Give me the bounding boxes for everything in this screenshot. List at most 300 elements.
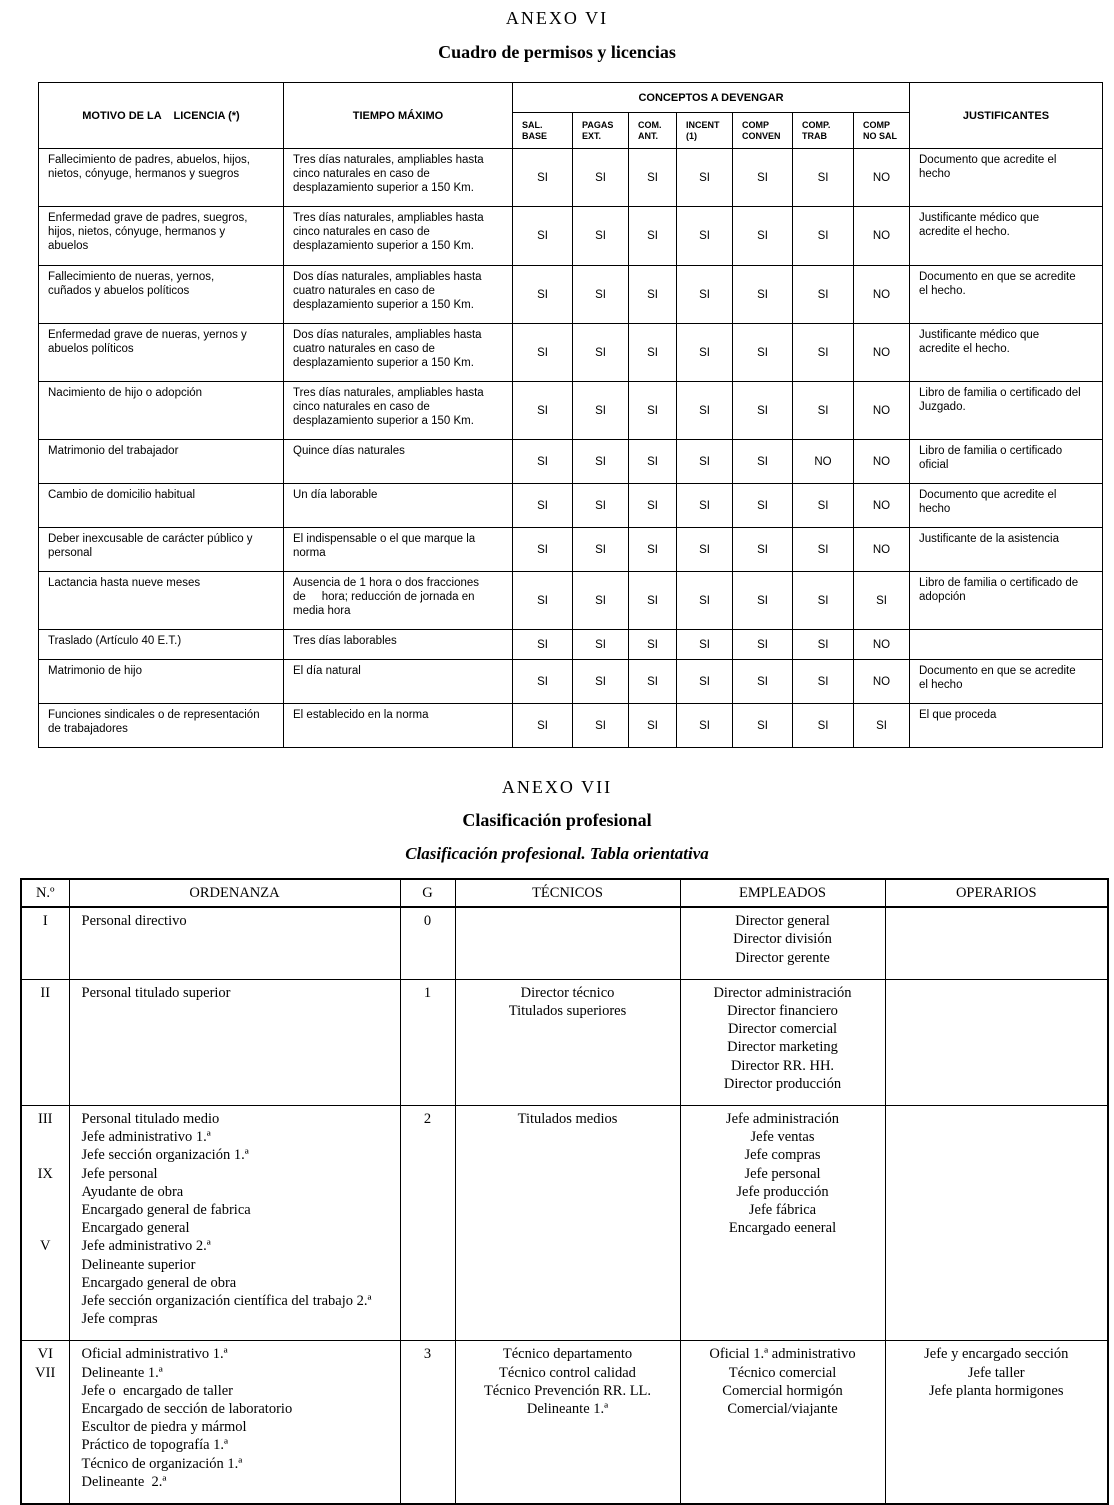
ordenanza-line: Encargado general: [81, 1220, 190, 1237]
operarios-line: Jefe y encargado sección: [924, 1346, 1069, 1363]
clasificacion-row: [21, 1106, 1108, 1341]
concepto-value: SI: [793, 207, 854, 266]
ordenanza-line: Jefe sección organización científica del trabajo 2.ª: [81, 1293, 372, 1310]
clasificacion-row: [21, 979, 1108, 1105]
motivo-line: Nacimiento de hijo o adopción: [48, 387, 203, 399]
tecnicos-line: Titulados superiores: [508, 1003, 627, 1020]
permiso-row: [39, 704, 1103, 748]
motivo-line: nietos, cónyuge, hermanos y suegros: [48, 168, 240, 180]
motivo-cell: [39, 630, 284, 660]
justificante-line: Justificante médico que: [919, 212, 1040, 224]
empleados-line: Jefe compras: [744, 1147, 821, 1164]
grupo-cell: 3: [400, 1341, 455, 1504]
concepto-value: SI: [677, 382, 733, 440]
nivel-cell: [21, 1341, 69, 1504]
concepto-value: SI: [733, 484, 793, 528]
justificante-line: Juzgado.: [919, 401, 966, 413]
tiempo-line: cinco naturales en caso de: [293, 226, 430, 238]
justificante-cell: [910, 484, 1103, 528]
permiso-row: [39, 630, 1103, 660]
anexo-vi-heading: ANEXO VI: [505, 8, 609, 28]
nivel-line: [28, 1146, 63, 1164]
nivel-line: II: [40, 984, 51, 1001]
clasificacion-table: [20, 878, 1109, 1505]
tiempo-cell: [284, 440, 513, 484]
concept-subheader-line: CONVEN: [742, 130, 781, 141]
ordenanza-line: Delineante 2.ª: [81, 1473, 167, 1490]
empleados-cell: [680, 1106, 885, 1341]
tiempo-line: Tres días naturales, ampliables hasta: [293, 387, 484, 399]
tiempo-line: cinco naturales en caso de: [293, 168, 430, 180]
tiempo-cell: [284, 704, 513, 748]
tiempo-cell: [284, 630, 513, 660]
motivo-cell: [39, 704, 284, 748]
concepto-value: SI: [677, 149, 733, 207]
justificante-line: acredite el hecho.: [919, 343, 1010, 355]
justificante-cell: [910, 572, 1103, 630]
concepto-value: SI: [629, 572, 677, 630]
anexo-vii-subtitle: Clasificación profesional. Tabla orientativa: [405, 844, 709, 863]
justificante-line: [919, 634, 1093, 648]
concepto-value: SI: [513, 630, 573, 660]
clasificacion-header: N.º: [21, 879, 69, 907]
concepto-value: SI: [793, 484, 854, 528]
motivo-cell: [39, 440, 284, 484]
motivo-line: abuelos: [48, 240, 89, 252]
nivel-line: VI: [37, 1346, 53, 1363]
motivo-line: Enfermedad grave de padres, suegros,: [48, 212, 248, 224]
ordenanza-line: Personal titulado medio: [81, 1111, 220, 1128]
tiempo-cell: [284, 266, 513, 324]
justificante-line: el hecho.: [919, 285, 966, 297]
clasificacion-row: [21, 1341, 1108, 1504]
concepto-value: SI: [677, 572, 733, 630]
empleados-line: Director general: [735, 913, 830, 930]
empleados-line: Director comercial: [727, 1021, 838, 1038]
nivel-line: III: [38, 1111, 53, 1128]
nivel-line: V: [40, 1238, 51, 1255]
concepto-value: SI: [677, 266, 733, 324]
operarios-line: Jefe taller: [967, 1364, 1025, 1381]
ordenanza-line: Jefe o encargado de taller: [81, 1382, 233, 1399]
permiso-row: [39, 528, 1103, 572]
concepto-value: SI: [629, 440, 677, 484]
concepto-value: SI: [629, 382, 677, 440]
tiempo-cell: [284, 572, 513, 630]
empleados-line: Jefe producción: [736, 1183, 829, 1200]
justificante-line: Documento que acredite el: [919, 154, 1057, 166]
nivel-line: [28, 1128, 63, 1146]
empleados-cell: [680, 1341, 885, 1504]
concept-subheader-line: NO SAL: [863, 130, 898, 141]
motivo-cell: [39, 324, 284, 382]
motivo-cell: [39, 266, 284, 324]
concepto-value: SI: [629, 207, 677, 266]
ordenanza-line: Encargado de sección de laboratorio: [81, 1401, 293, 1418]
anexo-vii-heading: ANEXO VII: [501, 777, 613, 797]
motivo-cell: [39, 660, 284, 704]
concepto-value: SI: [733, 572, 793, 630]
permiso-row: [39, 382, 1103, 440]
permiso-row: [39, 207, 1103, 266]
concept-subheader-line: (1): [686, 130, 697, 141]
tiempo-line: desplazamiento superior a 150 Km.: [293, 415, 474, 427]
operarios-cell: [885, 1341, 1108, 1504]
concept-subheader-line: COMP.: [802, 119, 831, 130]
concepto-value: SI: [677, 660, 733, 704]
ordenanza-line: Encargado general de fabrica: [81, 1202, 251, 1219]
concepto-value: NO: [854, 440, 910, 484]
concept-subheader: [733, 113, 793, 149]
justificante-line: oficial: [919, 459, 949, 471]
concepto-value: SI: [513, 382, 573, 440]
concepto-value: SI: [793, 149, 854, 207]
tiempo-line: Ausencia de 1 hora o dos fracciones: [293, 577, 480, 589]
tiempo-line: cinco naturales en caso de: [293, 401, 430, 413]
tecnicos-line: Delineante 1.ª: [526, 1401, 609, 1418]
tiempo-line: media hora: [293, 605, 351, 617]
motivo-line: Enfermedad grave de nueras, yernos y: [48, 329, 247, 341]
concepto-value: SI: [513, 528, 573, 572]
ordenanza-cell: [69, 1341, 400, 1504]
empleados-line: Jefe fábrica: [748, 1202, 817, 1219]
justificante-line: hecho: [919, 168, 951, 180]
justificante-line: Libro de familia o certificado: [919, 445, 1063, 457]
concepto-value: NO: [793, 440, 854, 484]
justificante-cell: [910, 324, 1103, 382]
clasificacion-header: OPERARIOS: [885, 879, 1108, 907]
grupo-cell: 2: [400, 1106, 455, 1341]
header-motivo: MOTIVO DE LA LICENCIA (*): [39, 83, 284, 149]
tiempo-line: El establecido en la norma: [293, 709, 429, 721]
concepto-value: SI: [677, 440, 733, 484]
tiempo-line: Un día laborable: [293, 489, 378, 501]
concepto-value: SI: [733, 324, 793, 382]
concepto-value: SI: [793, 572, 854, 630]
motivo-cell: [39, 382, 284, 440]
tiempo-line: El indispensable o el que marque la: [293, 533, 476, 545]
justificante-line: acredite el hecho.: [919, 226, 1010, 238]
ordenanza-line: Personal titulado superior: [81, 984, 231, 1001]
motivo-line: Deber inexcusable de carácter público y: [48, 533, 253, 545]
empleados-line: Director producción: [723, 1075, 842, 1092]
tiempo-line: Tres días naturales, ampliables hasta: [293, 154, 484, 166]
concepto-value: NO: [854, 382, 910, 440]
concepto-value: NO: [854, 207, 910, 266]
empleados-line: Jefe personal: [744, 1165, 821, 1182]
permiso-row: [39, 660, 1103, 704]
justificante-line: Documento en que se acredite: [919, 271, 1076, 283]
concepto-value: SI: [677, 207, 733, 266]
ordenanza-cell: [69, 907, 400, 979]
grupo-cell: 1: [400, 979, 455, 1105]
tiempo-line: El día natural: [293, 665, 361, 677]
justificante-cell: [910, 440, 1103, 484]
justificante-line: Libro de familia o certificado de: [919, 577, 1079, 589]
ordenanza-line: Jefe personal: [81, 1165, 158, 1182]
concepto-value: SI: [629, 149, 677, 207]
concept-subheader: [573, 113, 629, 149]
concepto-value: SI: [629, 704, 677, 748]
anexo-vii-title: Clasificación profesional: [462, 810, 652, 830]
nivel-line: VII: [35, 1364, 56, 1381]
concepto-value: SI: [513, 207, 573, 266]
operarios-cell: [885, 907, 1108, 979]
concepto-value: SI: [513, 484, 573, 528]
justificante-cell: [910, 207, 1103, 266]
nivel-cell: [21, 1106, 69, 1341]
clasificacion-header: EMPLEADOS: [680, 879, 885, 907]
concepto-value: NO: [854, 528, 910, 572]
concepto-value: SI: [677, 704, 733, 748]
empleados-cell: [680, 907, 885, 979]
concepto-value: SI: [629, 266, 677, 324]
concepto-value: SI: [629, 630, 677, 660]
concepto-value: SI: [573, 440, 629, 484]
concept-subheader-line: TRAB: [802, 130, 827, 141]
motivo-line: Funciones sindicales o de representación: [48, 709, 260, 721]
justificante-cell: [910, 266, 1103, 324]
nivel-cell: [21, 907, 69, 979]
permiso-row: [39, 266, 1103, 324]
operarios-cell: [885, 1106, 1108, 1341]
concept-subheader: [793, 113, 854, 149]
ordenanza-line: Jefe sección organización 1.ª: [81, 1147, 249, 1164]
concepto-value: NO: [854, 484, 910, 528]
permiso-row: [39, 572, 1103, 630]
concepto-value: SI: [629, 484, 677, 528]
motivo-line: abuelos políticos: [48, 343, 134, 355]
justificante-line: hecho: [919, 503, 951, 515]
tecnicos-line: Titulados medios: [517, 1111, 618, 1128]
motivo-line: Traslado (Artículo 40 E.T.): [48, 635, 182, 647]
tiempo-cell: [284, 528, 513, 572]
concepto-value: NO: [854, 660, 910, 704]
tiempo-line: cuatro naturales en caso de: [293, 343, 435, 355]
anexo-vi-title: Cuadro de permisos y licencias: [438, 42, 676, 62]
concepto-value: NO: [854, 149, 910, 207]
concepto-value: SI: [793, 382, 854, 440]
ordenanza-line: Técnico de organización 1.ª: [81, 1455, 243, 1472]
clasificacion-row: [21, 907, 1108, 979]
header-conceptos: CONCEPTOS A DEVENGAR: [513, 83, 910, 113]
concepto-value: SI: [573, 630, 629, 660]
tecnicos-line: Técnico Prevención RR. LL.: [483, 1382, 652, 1399]
concepto-value: SI: [513, 266, 573, 324]
concepto-value: SI: [513, 324, 573, 382]
justificante-line: Documento que acredite el: [919, 489, 1057, 501]
grupo-cell: 0: [400, 907, 455, 979]
concepto-value: SI: [573, 207, 629, 266]
concept-subheader: [677, 113, 733, 149]
justificante-cell: [910, 630, 1103, 660]
concepto-value: SI: [573, 572, 629, 630]
motivo-line: Cambio de domicilio habitual: [48, 489, 196, 501]
motivo-line: Matrimonio de hijo: [48, 665, 142, 677]
motivo-line: cuñados y abuelos políticos: [48, 285, 190, 297]
concepto-value: SI: [573, 660, 629, 704]
concepto-value: SI: [733, 704, 793, 748]
concepto-value: SI: [677, 324, 733, 382]
concept-subheader-line: COMP: [742, 119, 769, 130]
ordenanza-line: Delineante 1.ª: [81, 1364, 163, 1381]
operarios-cell: [885, 979, 1108, 1105]
concept-subheader: [854, 113, 910, 149]
concept-subheader-line: COMP: [863, 119, 890, 130]
concepto-value: SI: [573, 704, 629, 748]
empleados-line: Comercial hormigón: [722, 1382, 843, 1399]
justificante-line: Justificante médico que: [919, 329, 1040, 341]
tiempo-line: cuatro naturales en caso de: [293, 285, 435, 297]
concepto-value: SI: [733, 440, 793, 484]
tiempo-line: Dos días naturales, ampliables hasta: [293, 271, 482, 283]
nivel-line: I: [42, 913, 48, 930]
operarios-line: Jefe planta hormigones: [929, 1382, 1064, 1399]
ordenanza-line: Ayudante de obra: [81, 1183, 184, 1200]
nivel-line: [28, 1183, 63, 1201]
concepto-value: SI: [793, 324, 854, 382]
concepto-value: SI: [629, 660, 677, 704]
motivo-line: Fallecimiento de nueras, yernos,: [48, 271, 215, 283]
permiso-row: [39, 440, 1103, 484]
empleados-line: Técnico comercial: [728, 1364, 837, 1381]
concept-subheader-line: PAGAS: [582, 119, 614, 130]
motivo-line: Matrimonio del trabajador: [48, 445, 179, 457]
concepto-value: SI: [573, 324, 629, 382]
empleados-line: Director división: [733, 931, 832, 948]
justificante-cell: [910, 149, 1103, 207]
tecnicos-line: Técnico departamento: [502, 1346, 633, 1363]
motivo-line: Fallecimiento de padres, abuelos, hijos,: [48, 154, 251, 166]
tiempo-line: desplazamiento superior a 150 Km.: [293, 299, 474, 311]
concepto-value: SI: [733, 266, 793, 324]
ordenanza-line: Jefe administrativo 1.ª: [81, 1129, 211, 1146]
ordenanza-line: Oficial administrativo 1.ª: [81, 1346, 228, 1363]
empleados-line: Oficial 1.ª administrativo: [709, 1346, 856, 1363]
tiempo-line: Tres días laborables: [293, 635, 397, 647]
tecnicos-cell: [455, 1106, 680, 1341]
empleados-line: Director financiero: [727, 1003, 838, 1020]
concepto-value: SI: [793, 528, 854, 572]
ordenanza-line: Delineante superior: [81, 1256, 196, 1273]
concept-subheader: [513, 113, 573, 149]
empleados-line: Director marketing: [727, 1039, 838, 1056]
empleados-line: Encargado eeneral: [728, 1220, 837, 1237]
tecnicos-cell: [455, 907, 680, 979]
ordenanza-line: Jefe compras: [81, 1311, 158, 1328]
motivo-cell: [39, 484, 284, 528]
concepto-value: SI: [573, 528, 629, 572]
tecnicos-line: Director técnico: [520, 984, 615, 1001]
tiempo-line: Dos días naturales, ampliables hasta: [293, 329, 482, 341]
justificante-cell: [910, 528, 1103, 572]
concept-subheader-line: INCENT: [686, 119, 720, 130]
justificante-line: Libro de familia o certificado del: [919, 387, 1081, 399]
concepto-value: SI: [854, 572, 910, 630]
motivo-cell: [39, 149, 284, 207]
motivo-line: personal: [48, 547, 93, 559]
concepto-value: SI: [793, 266, 854, 324]
justificante-line: Justificante de la asistencia: [919, 533, 1059, 545]
concepto-value: SI: [793, 630, 854, 660]
tecnicos-cell: [455, 979, 680, 1105]
concepto-value: SI: [573, 266, 629, 324]
tiempo-line: desplazamiento superior a 150 Km.: [293, 240, 474, 252]
concept-subheader-line: COM.: [638, 119, 662, 130]
concepto-value: NO: [854, 266, 910, 324]
tiempo-cell: [284, 484, 513, 528]
justificante-line: adopción: [919, 591, 966, 603]
tiempo-cell: [284, 660, 513, 704]
permiso-row: [39, 484, 1103, 528]
concepto-value: SI: [573, 149, 629, 207]
permisos-table: [38, 82, 1103, 748]
justificante-cell: [910, 382, 1103, 440]
concepto-value: SI: [513, 572, 573, 630]
concepto-value: NO: [854, 630, 910, 660]
concepto-value: SI: [677, 630, 733, 660]
nivel-line: IX: [37, 1165, 53, 1182]
concepto-value: SI: [573, 382, 629, 440]
header-tiempo: TIEMPO MÁXIMO: [284, 83, 513, 149]
concepto-value: NO: [854, 324, 910, 382]
clasificacion-header: ORDENANZA: [69, 879, 400, 907]
tiempo-line: desplazamiento superior a 150 Km.: [293, 182, 474, 194]
ordenanza-line: Personal directivo: [81, 913, 187, 930]
ordenanza-line: Encargado general de obra: [81, 1274, 237, 1291]
motivo-cell: [39, 572, 284, 630]
tiempo-cell: [284, 382, 513, 440]
concepto-value: SI: [573, 484, 629, 528]
ordenanza-line: Jefe administrativo 2.ª: [81, 1238, 211, 1255]
empleados-line: Director administración: [713, 984, 852, 1001]
justificante-cell: [910, 660, 1103, 704]
justificante-line: Documento en que se acredite: [919, 665, 1076, 677]
tiempo-line: Quince días naturales: [293, 445, 405, 457]
justificante-line: el hecho: [919, 679, 963, 691]
justificante-cell: [910, 704, 1103, 748]
concept-subheader-line: ANT.: [638, 130, 658, 141]
concept-subheader-line: SAL.: [522, 119, 543, 130]
empleados-line: Jefe ventas: [750, 1129, 815, 1146]
concepto-value: SI: [793, 660, 854, 704]
permiso-row: [39, 324, 1103, 382]
concepto-value: SI: [733, 207, 793, 266]
nivel-cell: [21, 979, 69, 1105]
nivel-line: [28, 1219, 63, 1237]
concepto-value: SI: [513, 149, 573, 207]
concepto-value: SI: [733, 630, 793, 660]
tiempo-line: norma: [293, 547, 326, 559]
nivel-line: [28, 1201, 63, 1219]
header-justificantes: JUSTIFICANTES: [910, 83, 1103, 149]
concepto-value: SI: [733, 149, 793, 207]
tiempo-cell: [284, 149, 513, 207]
tiempo-cell: [284, 207, 513, 266]
concepto-value: SI: [854, 704, 910, 748]
empleados-cell: [680, 979, 885, 1105]
concepto-value: SI: [677, 484, 733, 528]
motivo-cell: [39, 207, 284, 266]
concept-subheader: [629, 113, 677, 149]
ordenanza-line: Escultor de piedra y mármol: [81, 1419, 247, 1436]
motivo-line: de trabajadores: [48, 723, 128, 735]
concepto-value: SI: [513, 704, 573, 748]
empleados-line: Comercial/viajante: [727, 1401, 838, 1418]
concepto-value: SI: [733, 660, 793, 704]
tecnicos-cell: [455, 1341, 680, 1504]
clasificacion-header: G: [400, 879, 455, 907]
